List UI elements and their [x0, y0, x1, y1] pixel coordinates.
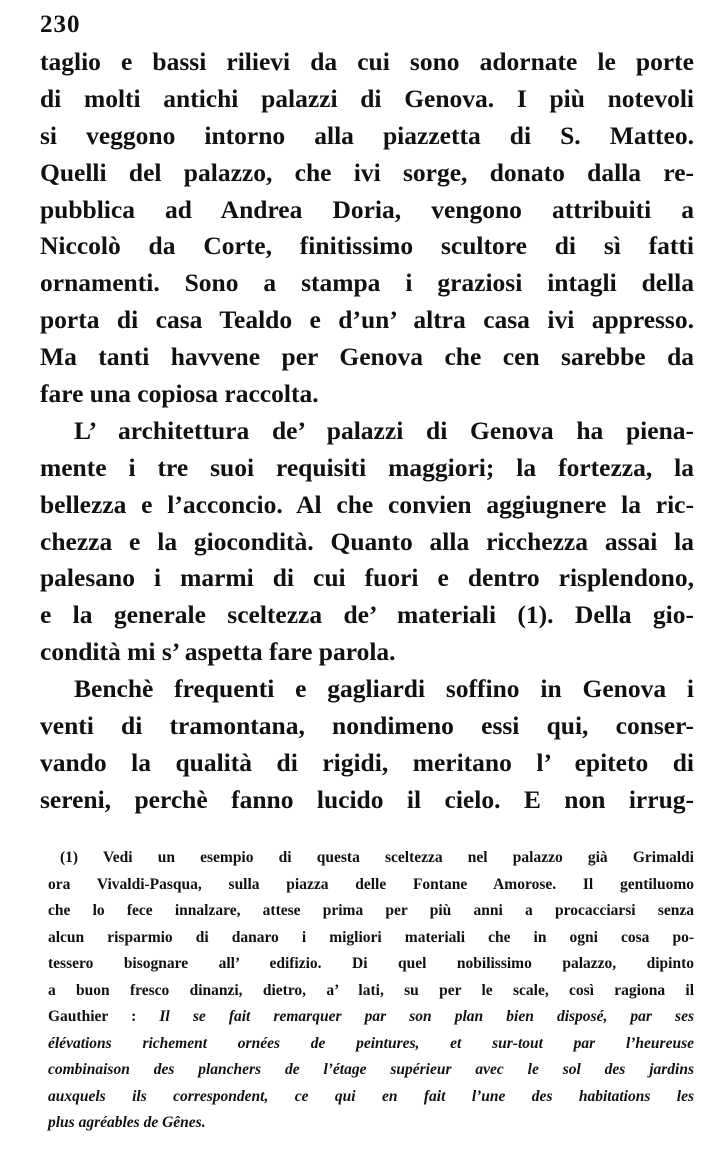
footnote-line: [48, 1004, 694, 1031]
footnote: [48, 845, 694, 1137]
footnote-quote-line: élévations richement ornées de peintures, et sur-tout par l’heureuse: [48, 1034, 694, 1052]
body-line: bellezza e l’acconcio. Al che convien aggiugnere la ric-: [40, 489, 694, 519]
body-line: fare una copiosa raccolta.: [40, 379, 319, 409]
footnote-quote-line: auxquels ils correspondent, ce qui en fait l’une des habitations les: [48, 1087, 694, 1105]
body-line: si veggono intorno alla piazzetta di S. Matteo.: [40, 120, 694, 150]
body-line: palesano i marmi di cui fuori e dentro risplendono,: [40, 563, 694, 593]
body-line: e la generale sceltezza de’ materiali (1). Della gio-: [40, 600, 694, 630]
body-line: pubblica ad Andrea Doria, vengono attribuiti a: [40, 194, 694, 224]
body-text: [40, 44, 694, 819]
body-line: Ma tanti havvene per Genova che cen sarebbe da: [40, 342, 694, 372]
body-line: Benchè frequenti e gagliardi soffino in Genova i: [74, 674, 694, 704]
body-line: L’ architettura de’ palazzi di Genova ha piena-: [74, 415, 694, 445]
footnote-quote-line: plus agréables de Gênes.: [48, 1114, 206, 1131]
body-line: taglio e bassi rilievi da cui sono adornate le porte: [40, 47, 694, 76]
body-line: di molti antichi palazzi di Genova. I più notevoli: [40, 83, 694, 113]
body-line: chezza e la giocondità. Quanto alla ricchezza assai la: [40, 526, 694, 556]
footnote-line: tessero bisognare all’ edifizio. Di quel nobilissimo palazzo, dipinto: [48, 955, 694, 972]
page-number: 230: [40, 11, 81, 38]
footnote-line: (1) Vedi un esempio di questa sceltezza nel palazzo già Grimaldi: [60, 849, 694, 866]
body-line: ornamenti. Sono a stampa i graziosi intagli della: [40, 268, 694, 298]
body-line: mente i tre suoi requisiti maggiori; la fortezza, la: [40, 452, 694, 482]
footnote-line: ora Vivaldi-Pasqua, sulla piazza delle Fontane Amorose. Il gentiluomo: [48, 875, 694, 893]
body-line: venti di tramontana, nondimeno essi qui, conser-: [40, 711, 694, 741]
body-line: porta di casa Tealdo e d’un’ altra casa ivi appresso.: [40, 305, 694, 335]
body-line: Niccolò da Corte, finitissimo scultore di sì fatti: [40, 231, 694, 261]
body-line: sereni, perchè fanno lucido il cielo. E non irrug-: [40, 784, 694, 814]
footnote-quote-line: combinaison des planchers de l’étage supérieur avec le sol des jardins: [48, 1061, 694, 1078]
footnote-author: Gauthier :: [48, 1008, 160, 1025]
body-line: condità mi s’ aspetta fare parola.: [40, 637, 396, 667]
footnote-quote: Il se fait remarquer par son plan bien disposé, par ses: [159, 1008, 695, 1025]
footnote-line: a buon fresco dinanzi, dietro, a’ lati, su per le scale, così ragiona il: [48, 981, 694, 999]
footnote-line: che lo fece innalzare, attese prima per più anni a procacciarsi senza: [48, 902, 694, 919]
body-line: vando la qualità di rigidi, meritano l’ epiteto di: [40, 747, 694, 777]
body-line: Quelli del palazzo, che ivi sorge, donato dalla re-: [40, 157, 694, 187]
footnote-line: alcun risparmio di danaro i migliori materiali che in ogni cosa po-: [48, 928, 694, 946]
